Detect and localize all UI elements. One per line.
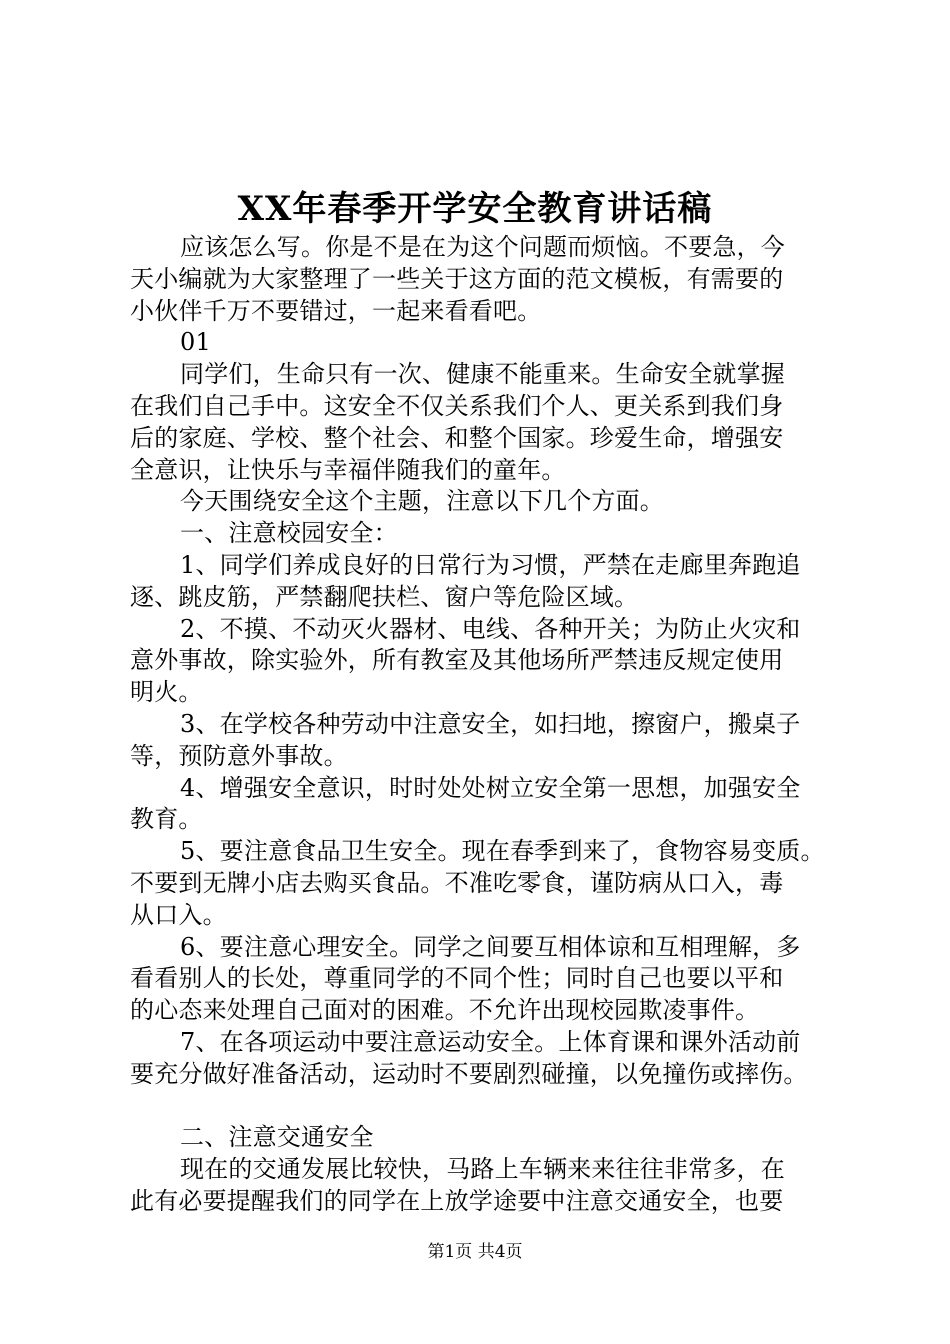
text-line: 5、要注意食品卫生安全。现在春季到来了，食物容易变质。 bbox=[180, 837, 825, 866]
text-line: 天小编就为大家整理了一些关于这方面的范文模板，有需要的 bbox=[130, 264, 784, 293]
text-line: 今天围绕安全这个主题，注意以下几个方面。 bbox=[180, 487, 664, 516]
text-line: 同学们，生命只有一次、健康不能重来。生命安全就掌握 bbox=[180, 360, 785, 389]
text-line: 01 bbox=[180, 328, 211, 357]
text-line: 3、在学校各种劳动中注意安全，如扫地，擦窗户，搬桌子 bbox=[180, 709, 801, 738]
text-line: 4、增强安全意识，时时处处树立安全第一思想，加强安全 bbox=[180, 773, 801, 802]
text-line: 在我们自己手中。这安全不仅关系我们个人、更关系到我们身 bbox=[130, 391, 784, 420]
text-line: 要充分做好准备活动，运动时不要剧烈碰撞，以免撞伤或摔伤。 bbox=[130, 1059, 808, 1088]
text-line: 小伙伴千万不要错过，一起来看看吧。 bbox=[130, 296, 542, 325]
text-line bbox=[130, 1091, 830, 1123]
text-line: 7、在各项运动中要注意运动安全。上体育课和课外活动前 bbox=[180, 1027, 801, 1056]
page-footer: 第1页 共4页 bbox=[427, 1242, 523, 1262]
text-line: 此有必要提醒我们的同学在上放学途要中注意交通安全，也要 bbox=[130, 1186, 784, 1215]
text-line: 逐、跳皮筋，严禁翻爬扶栏、窗户等危险区域。 bbox=[130, 582, 639, 611]
text-line: 一、注意校园安全： bbox=[180, 519, 398, 548]
text-line: 看看别人的长处，尊重同学的不同个性；同时自己也要以平和 bbox=[130, 964, 784, 993]
text-line: 不要到无牌小店去购买食品。不准吃零食，谨防病从口入，毒 bbox=[130, 868, 784, 897]
text-line: 等，预防意外事故。 bbox=[130, 741, 348, 770]
text-line: 全意识，让快乐与幸福伴随我们的童年。 bbox=[130, 455, 566, 484]
text-line: 教育。 bbox=[130, 805, 203, 834]
text-line: 6、要注意心理安全。同学之间要互相体谅和互相理解，多 bbox=[180, 932, 801, 961]
text-line: 2、不摸、不动灭火器材、电线、各种开关；为防止火灾和 bbox=[180, 614, 801, 643]
text-line: 应该怎么写。你是不是在为这个问题而烦恼。不要急，今 bbox=[180, 233, 785, 261]
document-title: XX年春季开学安全教育讲话稿 bbox=[237, 189, 713, 229]
text-line: 的心态来处理自己面对的困难。不允许出现校园欺凌事件。 bbox=[130, 996, 760, 1025]
text-line: 意外事故，除实验外，所有教室及其他场所严禁违反规定使用 bbox=[130, 646, 784, 675]
text-line: 从口入。 bbox=[130, 900, 227, 929]
text-line: 后的家庭、学校、整个社会、和整个国家。珍爱生命，增强安 bbox=[130, 423, 784, 452]
text-line: 1、同学们养成良好的日常行为习惯，严禁在走廊里奔跑追 bbox=[180, 550, 801, 579]
document-body bbox=[130, 232, 830, 1218]
text-line: 二、注意交通安全 bbox=[180, 1123, 374, 1152]
text-line: 明火。 bbox=[130, 678, 203, 707]
text-line: 现在的交通发展比较快，马路上车辆来来往往非常多，在 bbox=[180, 1155, 785, 1184]
